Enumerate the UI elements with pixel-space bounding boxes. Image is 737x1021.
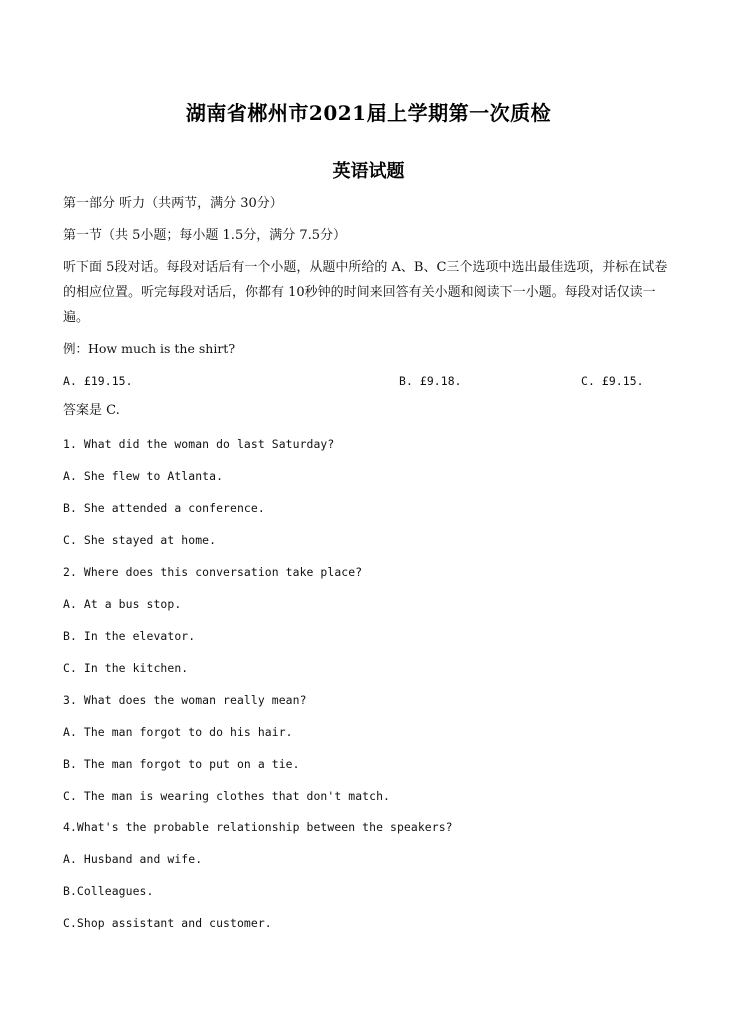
example-answer: 答案是 C.: [63, 403, 120, 418]
example-option-a: A. £19.15.: [63, 374, 133, 388]
question-2-option-b: B. In the elevator.: [63, 629, 196, 643]
question-3-option-b: B. The man forgot to put on a tie.: [63, 757, 300, 771]
question-1-option-b: B. She attended a conference.: [63, 501, 265, 515]
question-1-option-a: A. She flew to Atlanta.: [63, 469, 224, 483]
question-4-option-a: A. Husband and wife.: [63, 852, 203, 866]
question-3-option-c: C. The man is wearing clothes that don't match.: [63, 789, 391, 803]
question-4-option-b: B.Colleagues.: [63, 884, 154, 898]
instructions-paragraph: 听下面 5段对话。每段对话后有一个小题，从题中所给的 A、B、C三个选项中选出最佳选项，并标在试卷的相应位置。听完每段对话后，你都有 10秒钟的时间来回答有关小题和阅读下一小题。每段对话仅读一遍。: [63, 260, 668, 325]
question-4: 4.What's the probable relationship between the speakers?: [63, 820, 453, 834]
question-2: 2. Where does this conversation take place?: [63, 565, 363, 579]
question-3-option-a: A. The man forgot to do his hair.: [63, 725, 293, 739]
example-option-b: B. £9.18.: [399, 374, 462, 388]
question-4-option-c: C.Shop assistant and customer.: [63, 916, 272, 930]
question-2-option-c: C. In the kitchen.: [63, 661, 189, 675]
question-3: 3. What does the woman really mean?: [63, 693, 307, 707]
question-1-option-c: C. She stayed at home.: [63, 533, 217, 547]
example-option-c: C. £9.15.: [581, 374, 644, 388]
example-question: [63, 341, 235, 358]
example-question-text: 例：How much is the shirt?: [63, 341, 236, 356]
question-1: 1. What did the woman do last Saturday?: [63, 437, 335, 451]
part1-heading: 第一部分 听力（共两节，满分 30分）: [63, 196, 283, 211]
section1-heading: 第一节（共 5小题；每小题 1.5分，满分 7.5分）: [63, 228, 347, 243]
page-subtitle: 英语试题: [332, 161, 405, 182]
page-title: 湖南省郴州市2021届上学期第一次质检: [185, 101, 552, 125]
question-2-option-a: A. At a bus stop.: [63, 597, 182, 611]
